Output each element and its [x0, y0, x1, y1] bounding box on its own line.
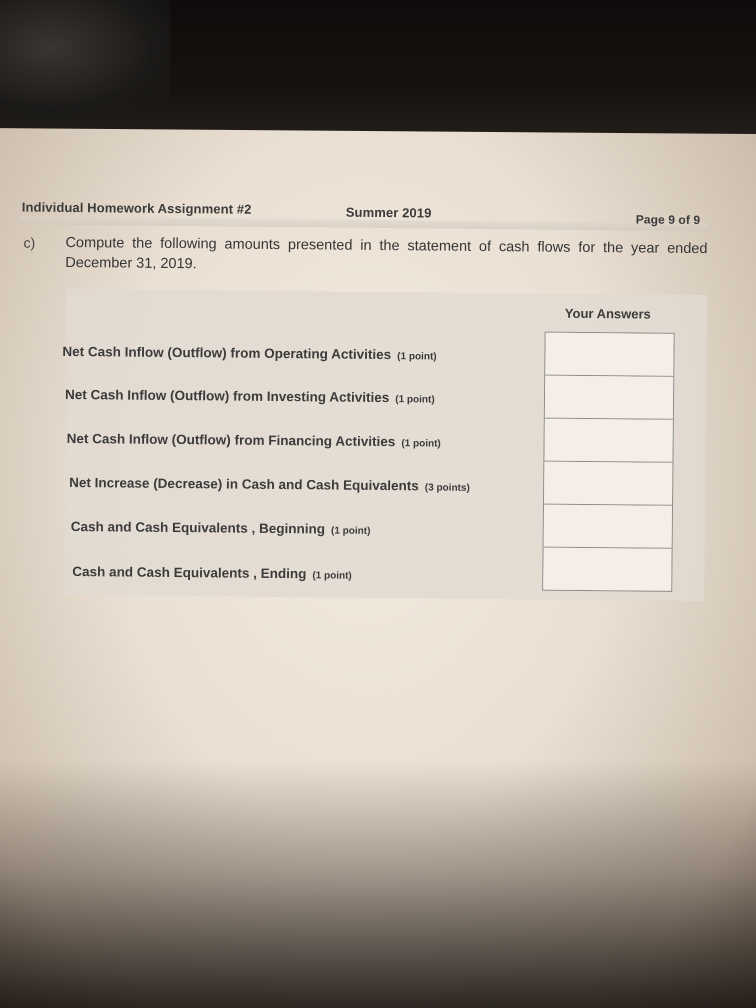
- term-label: Summer 2019: [345, 204, 432, 221]
- answers-heading: Your Answers: [564, 305, 651, 322]
- row-points: (1 point): [330, 525, 371, 537]
- question-text: Compute the following amounts presented in the statement of cash flows for the year ended December 31, 2019.: [65, 234, 708, 273]
- row-points: (1 point): [312, 570, 352, 582]
- row-label-ending: [72, 564, 352, 582]
- row-points: (1 point): [397, 351, 437, 363]
- answer-box-financing[interactable]: [544, 419, 672, 463]
- assignment-title: Individual Homework Assignment #2: [21, 199, 252, 217]
- bottom-shadow: [0, 760, 756, 1008]
- row-label-text: Net Cash Inflow (Outflow) from Operating Activities: [62, 343, 392, 363]
- row-label-text: Cash and Cash Equivalents , Ending: [72, 564, 307, 582]
- row-label-beginning: [71, 519, 371, 537]
- answer-box-beginning[interactable]: [544, 505, 672, 549]
- row-label-text: Net Cash Inflow (Outflow) from Financing Activities: [66, 430, 396, 450]
- page-number: Page 9 of 9: [635, 212, 701, 228]
- answer-box-net-increase[interactable]: [544, 462, 672, 506]
- answer-box-investing[interactable]: [545, 376, 673, 420]
- question-label: c): [23, 234, 36, 251]
- row-points: (1 point): [395, 394, 435, 406]
- row-label-text: Net Cash Inflow (Outflow) from Investing Activities: [64, 386, 390, 406]
- answer-boxes: [542, 332, 674, 592]
- answer-box-operating[interactable]: [545, 333, 673, 377]
- row-points: (3 points): [424, 482, 470, 494]
- row-points: (1 point): [401, 438, 441, 450]
- row-label-text: Cash and Cash Equivalents , Beginning: [70, 519, 326, 537]
- answer-box-ending[interactable]: [543, 548, 671, 591]
- row-label-text: Net Increase (Decrease) in Cash and Cash Equivalents: [69, 475, 419, 494]
